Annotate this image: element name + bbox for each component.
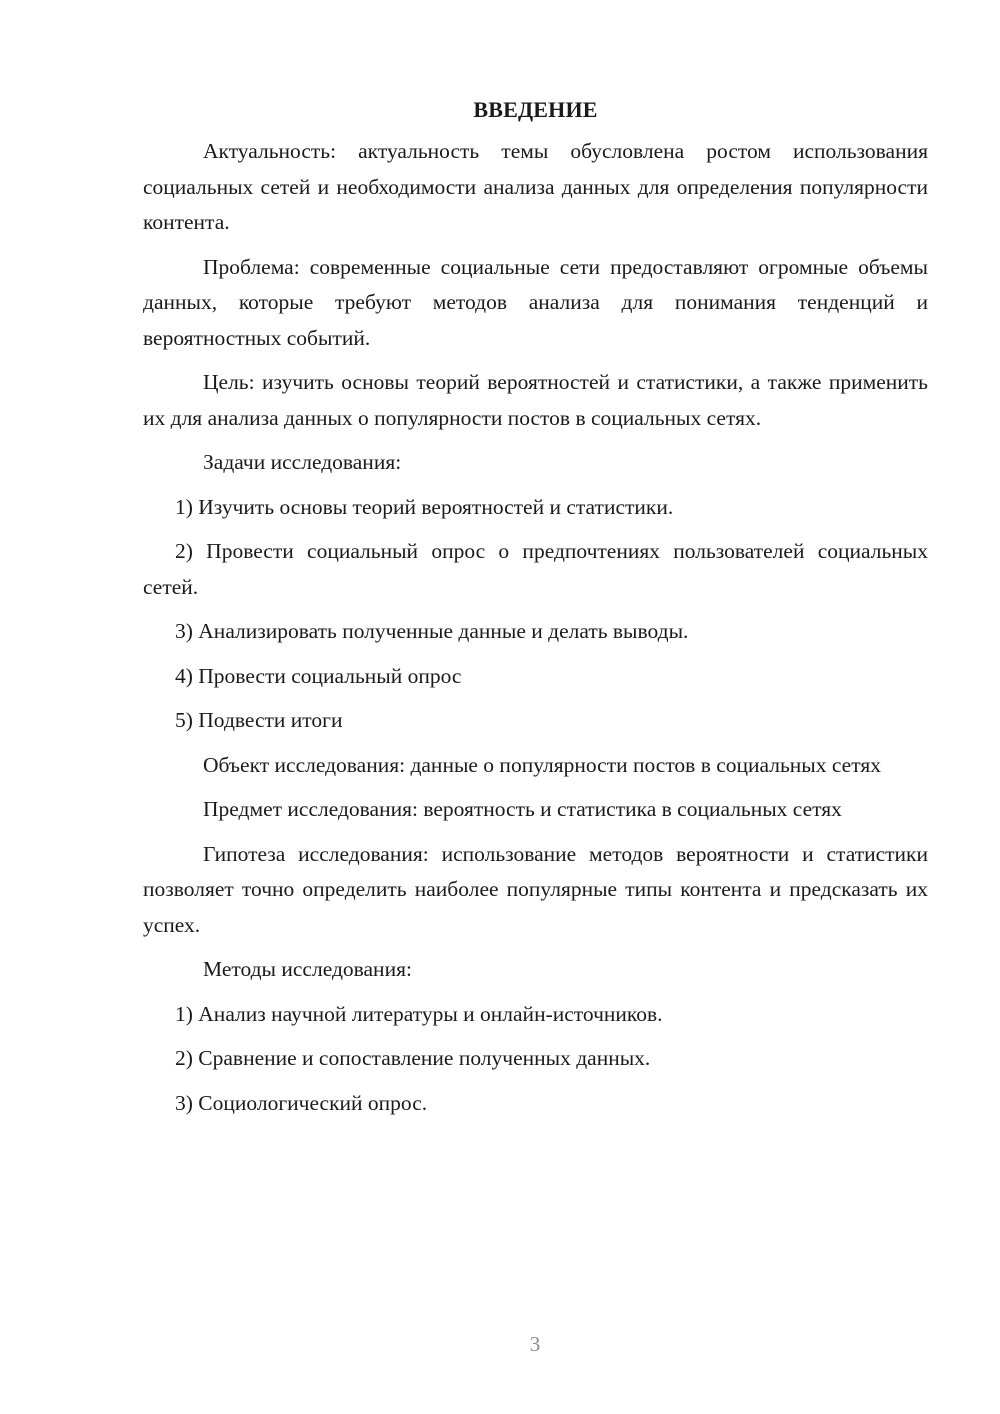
list-item-task-3: 3) Анализировать полученные данные и делать выводы. (175, 619, 689, 643)
paragraph-hypothesis: Гипотеза исследования: использование методов вероятности и статистики позволяет точно определить наиболее популярные типы контента и предсказать их успех. (143, 841, 928, 937)
paragraph-methods-heading: Методы исследования: (203, 957, 412, 981)
page-title: ВВЕДЕНИЕ (473, 97, 598, 122)
list-item-task-4: 4) Провести социальный опрос (175, 663, 462, 688)
page-number: 3 (529, 1332, 541, 1356)
paragraph-problem: Проблема: современные социальные сети предоставляют огромные объемы данных, которые требуют методов анализа для понимания тенденций и вероятностных событий. (143, 254, 928, 350)
paragraph-subject: Предмет исследования: вероятность и статистика в социальных сетях (203, 797, 842, 821)
list-item-method-2: 2) Сравнение и сопоставление полученных данных. (175, 1046, 651, 1070)
paragraph-goal: Цель: изучить основы теорий вероятностей и статистики, а также применить их для анализа данных о популярности постов в социальных сетях. (143, 370, 928, 430)
document-page (143, 92, 928, 1130)
paragraph-tasks-heading: Задачи исследования: (203, 450, 402, 474)
list-item-task-1: 1) Изучить основы теорий вероятностей и статистики. (175, 494, 674, 519)
list-item-method-3: 3) Социологический опрос. (175, 1090, 428, 1115)
paragraph-relevance: Актуальность: актуальность темы обусловлена ростом использования социальных сетей и необходимости анализа данных для определения популярности контента. (143, 139, 928, 234)
list-item-task-5: 5) Подвести итоги (175, 708, 343, 732)
list-item-method-1: 1) Анализ научной литературы и онлайн-источников. (175, 1001, 663, 1026)
paragraph-object: Объект исследования: данные о популярности постов в социальных сетях (203, 752, 881, 777)
list-item-task-2: 2) Провести социальный опрос о предпочтениях пользователей социальных сетей. (143, 539, 928, 599)
